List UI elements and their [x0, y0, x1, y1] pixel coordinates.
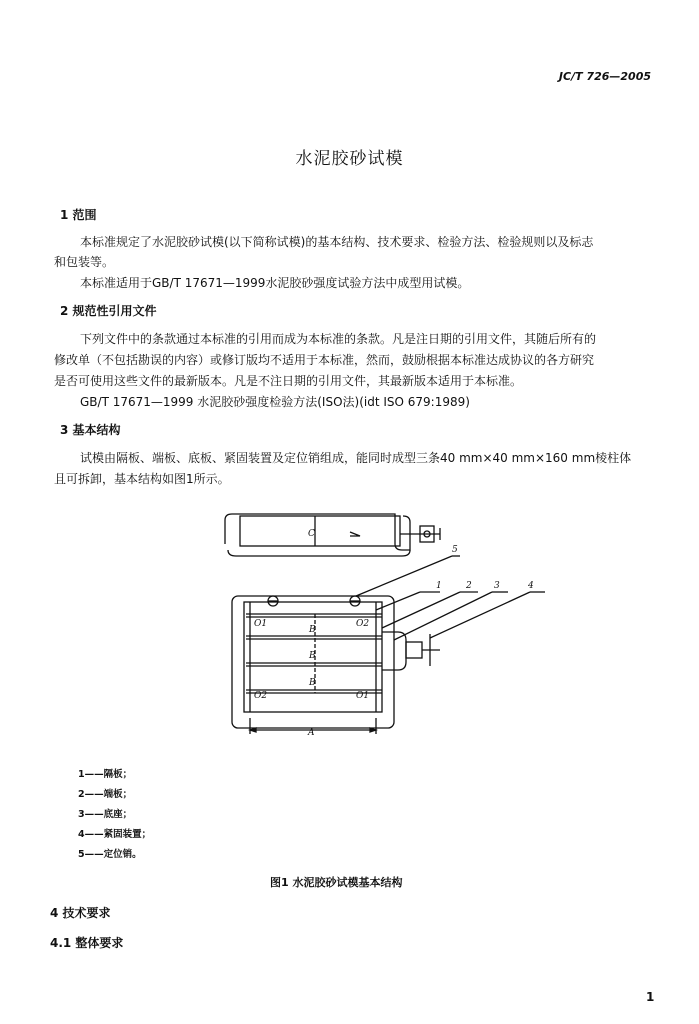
label-o2-top-right: O2 — [356, 619, 370, 629]
label-1: 1 — [436, 581, 442, 591]
figure-caption: 图1 水泥胶砂试模基本结构 — [270, 876, 403, 889]
label-o2-bottom-left: O2 — [254, 691, 268, 701]
section-3-heading: 3 基本结构 — [60, 423, 121, 437]
normative-reference: GB/T 17671—1999 水泥胶砂强度检验方法(ISO法)(idt ISO 679:1989) — [80, 395, 470, 409]
figure-legend-item-2: 2——端板； — [78, 789, 133, 800]
section-2-paragraph-line-3: 是否可使用这些文件的最新版本。凡是不注日期的引用文件，其最新版本适用于本标准。 — [54, 374, 523, 388]
page-number: 1 — [646, 990, 655, 1004]
label-b-bottom: B — [309, 678, 316, 688]
section-3-paragraph-line-1: 试模由隔板、端板、底板、紧固装置及定位销组成，能同时成型三条40 mm×40 mm×160 mm棱柱体 — [80, 451, 632, 465]
figure-legend-item-1: 1——隔板； — [78, 769, 133, 780]
section-2-paragraph-line-1: 下列文件中的条款通过本标准的引用而成为本标准的条款。凡是注日期的引用文件，其随后所有的 — [80, 332, 597, 346]
label-c: C — [308, 529, 315, 539]
section-4-heading: 4 技术要求 — [50, 906, 111, 920]
label-4: 4 — [528, 581, 534, 591]
mould-structure-figure — [0, 510, 699, 760]
label-3: 3 — [494, 581, 500, 591]
side-view-top-plate — [240, 516, 400, 546]
section-2-paragraph-line-2: 修改单（不包括勘误的内容）或修订版均不适用于本标准，然而，鼓励根据本标准达成协议的各方研究 — [54, 353, 595, 367]
section-2-heading: 2 规范性引用文件 — [60, 304, 157, 318]
label-b-top: B — [309, 625, 316, 635]
section-1-paragraph-2: 本标准适用于GB/T 17671—1999水泥胶砂强度试验方法中成型用试模。 — [80, 276, 470, 290]
base-plate-outline — [232, 596, 394, 728]
section-1-heading: 1 范围 — [60, 208, 97, 222]
label-b-mid: B — [309, 651, 316, 661]
section-3-paragraph-line-2: 且可拆卸，基本结构如图1所示。 — [54, 472, 230, 486]
label-2: 2 — [466, 581, 472, 591]
label-o1-top-left: O1 — [254, 619, 268, 629]
section-1-paragraph-1-line-2: 和包装等。 — [54, 255, 115, 269]
label-o1-bottom-right: O1 — [356, 691, 370, 701]
page-title: 水泥胶砂试模 — [295, 149, 404, 169]
side-view-body — [225, 514, 410, 550]
figure-legend-item-5: 5——定位销。 — [78, 849, 142, 860]
label-5: 5 — [452, 545, 458, 555]
standard-number: JC/T 726—2005 — [558, 70, 651, 83]
section-4-1-heading: 4.1 整体要求 — [50, 936, 124, 950]
figure-legend-item-4: 4——紧固装置； — [78, 829, 152, 840]
label-a: A — [308, 728, 315, 738]
figure-legend-item-3: 3——底座； — [78, 809, 133, 820]
section-1-paragraph-1-line-1: 本标准规定了水泥胶砂试模(以下简称试模)的基本结构、技术要求、检验方法、检验规则以及标志 — [80, 235, 594, 249]
